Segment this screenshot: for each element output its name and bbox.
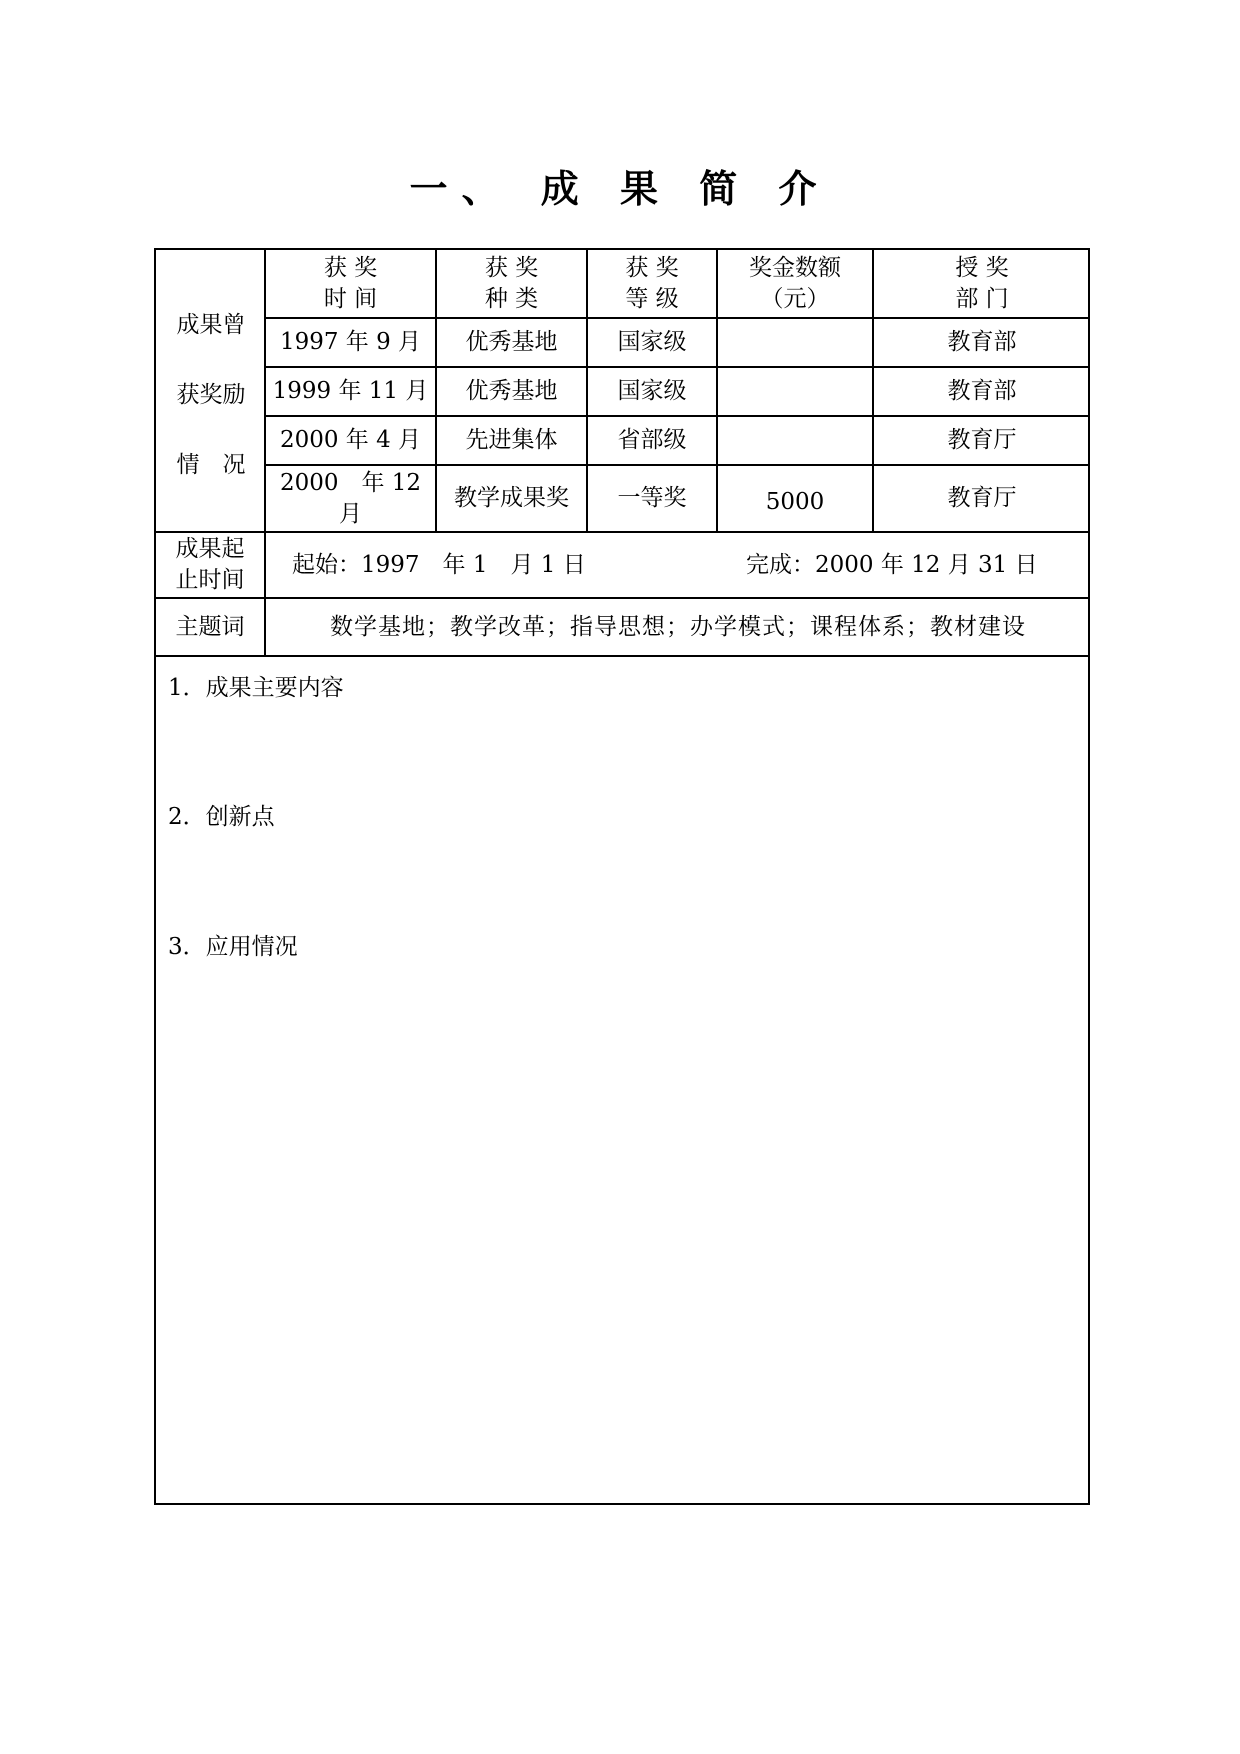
award-time: 1999 年 11 月 [272,378,429,404]
award-amount: 5000 [765,489,825,515]
award-dept: 教育厅 [947,427,1017,453]
award-level: 一等奖 [617,485,687,511]
award-time: 2000 年 12 月 [279,469,422,527]
row-divider [156,655,1090,657]
award-amount [718,368,872,415]
period-end: 完成：2000 年 12 月 31 日 [746,551,1038,578]
achievement-form [154,248,1090,1505]
award-type: 教学成果奖 [454,485,569,511]
section-application: 3．应用情况 [168,934,298,960]
header-award-time: 获 奖 时 间 [323,254,378,312]
awards-side-label [156,290,266,500]
side-label-line: 成果曾 [176,311,246,338]
header-award-dept: 授 奖 部 门 [955,254,1009,312]
award-dept: 教育厅 [947,485,1017,511]
award-level: 国家级 [617,329,687,355]
period-start: 起始：1997 年 1 月 1 日 [292,551,586,578]
keywords-label: 主题词 [175,613,245,640]
award-level: 国家级 [617,378,687,404]
side-label-line: 获奖励 [176,381,246,408]
section-innovation: 2．创新点 [168,804,275,830]
header-award-level: 获 奖 等 级 [625,254,679,312]
award-type: 优秀基地 [465,329,558,355]
award-dept: 教育部 [947,378,1017,404]
award-type: 优秀基地 [465,378,558,404]
section-main-content: 1．成果主要内容 [168,675,344,701]
award-time: 1997 年 9 月 [279,329,422,355]
header-award-type: 获 奖 种 类 [484,254,539,312]
award-time: 2000 年 4 月 [279,427,422,453]
header-award-amount: 奖金数额 （元） [749,254,841,312]
side-label-line: 情 况 [176,451,246,478]
period-label: 成果起 止时间 [175,536,245,593]
award-amount [718,319,872,366]
award-dept: 教育部 [947,329,1017,355]
page-title: 一、 成 果 简 介 [409,167,831,211]
keywords-value: 数学基地；教学改革；指导思想；办学模式；课程体系；教材建设 [330,613,1026,640]
award-level: 省部级 [617,427,687,453]
award-type: 先进集体 [465,427,558,453]
award-amount [718,417,872,464]
